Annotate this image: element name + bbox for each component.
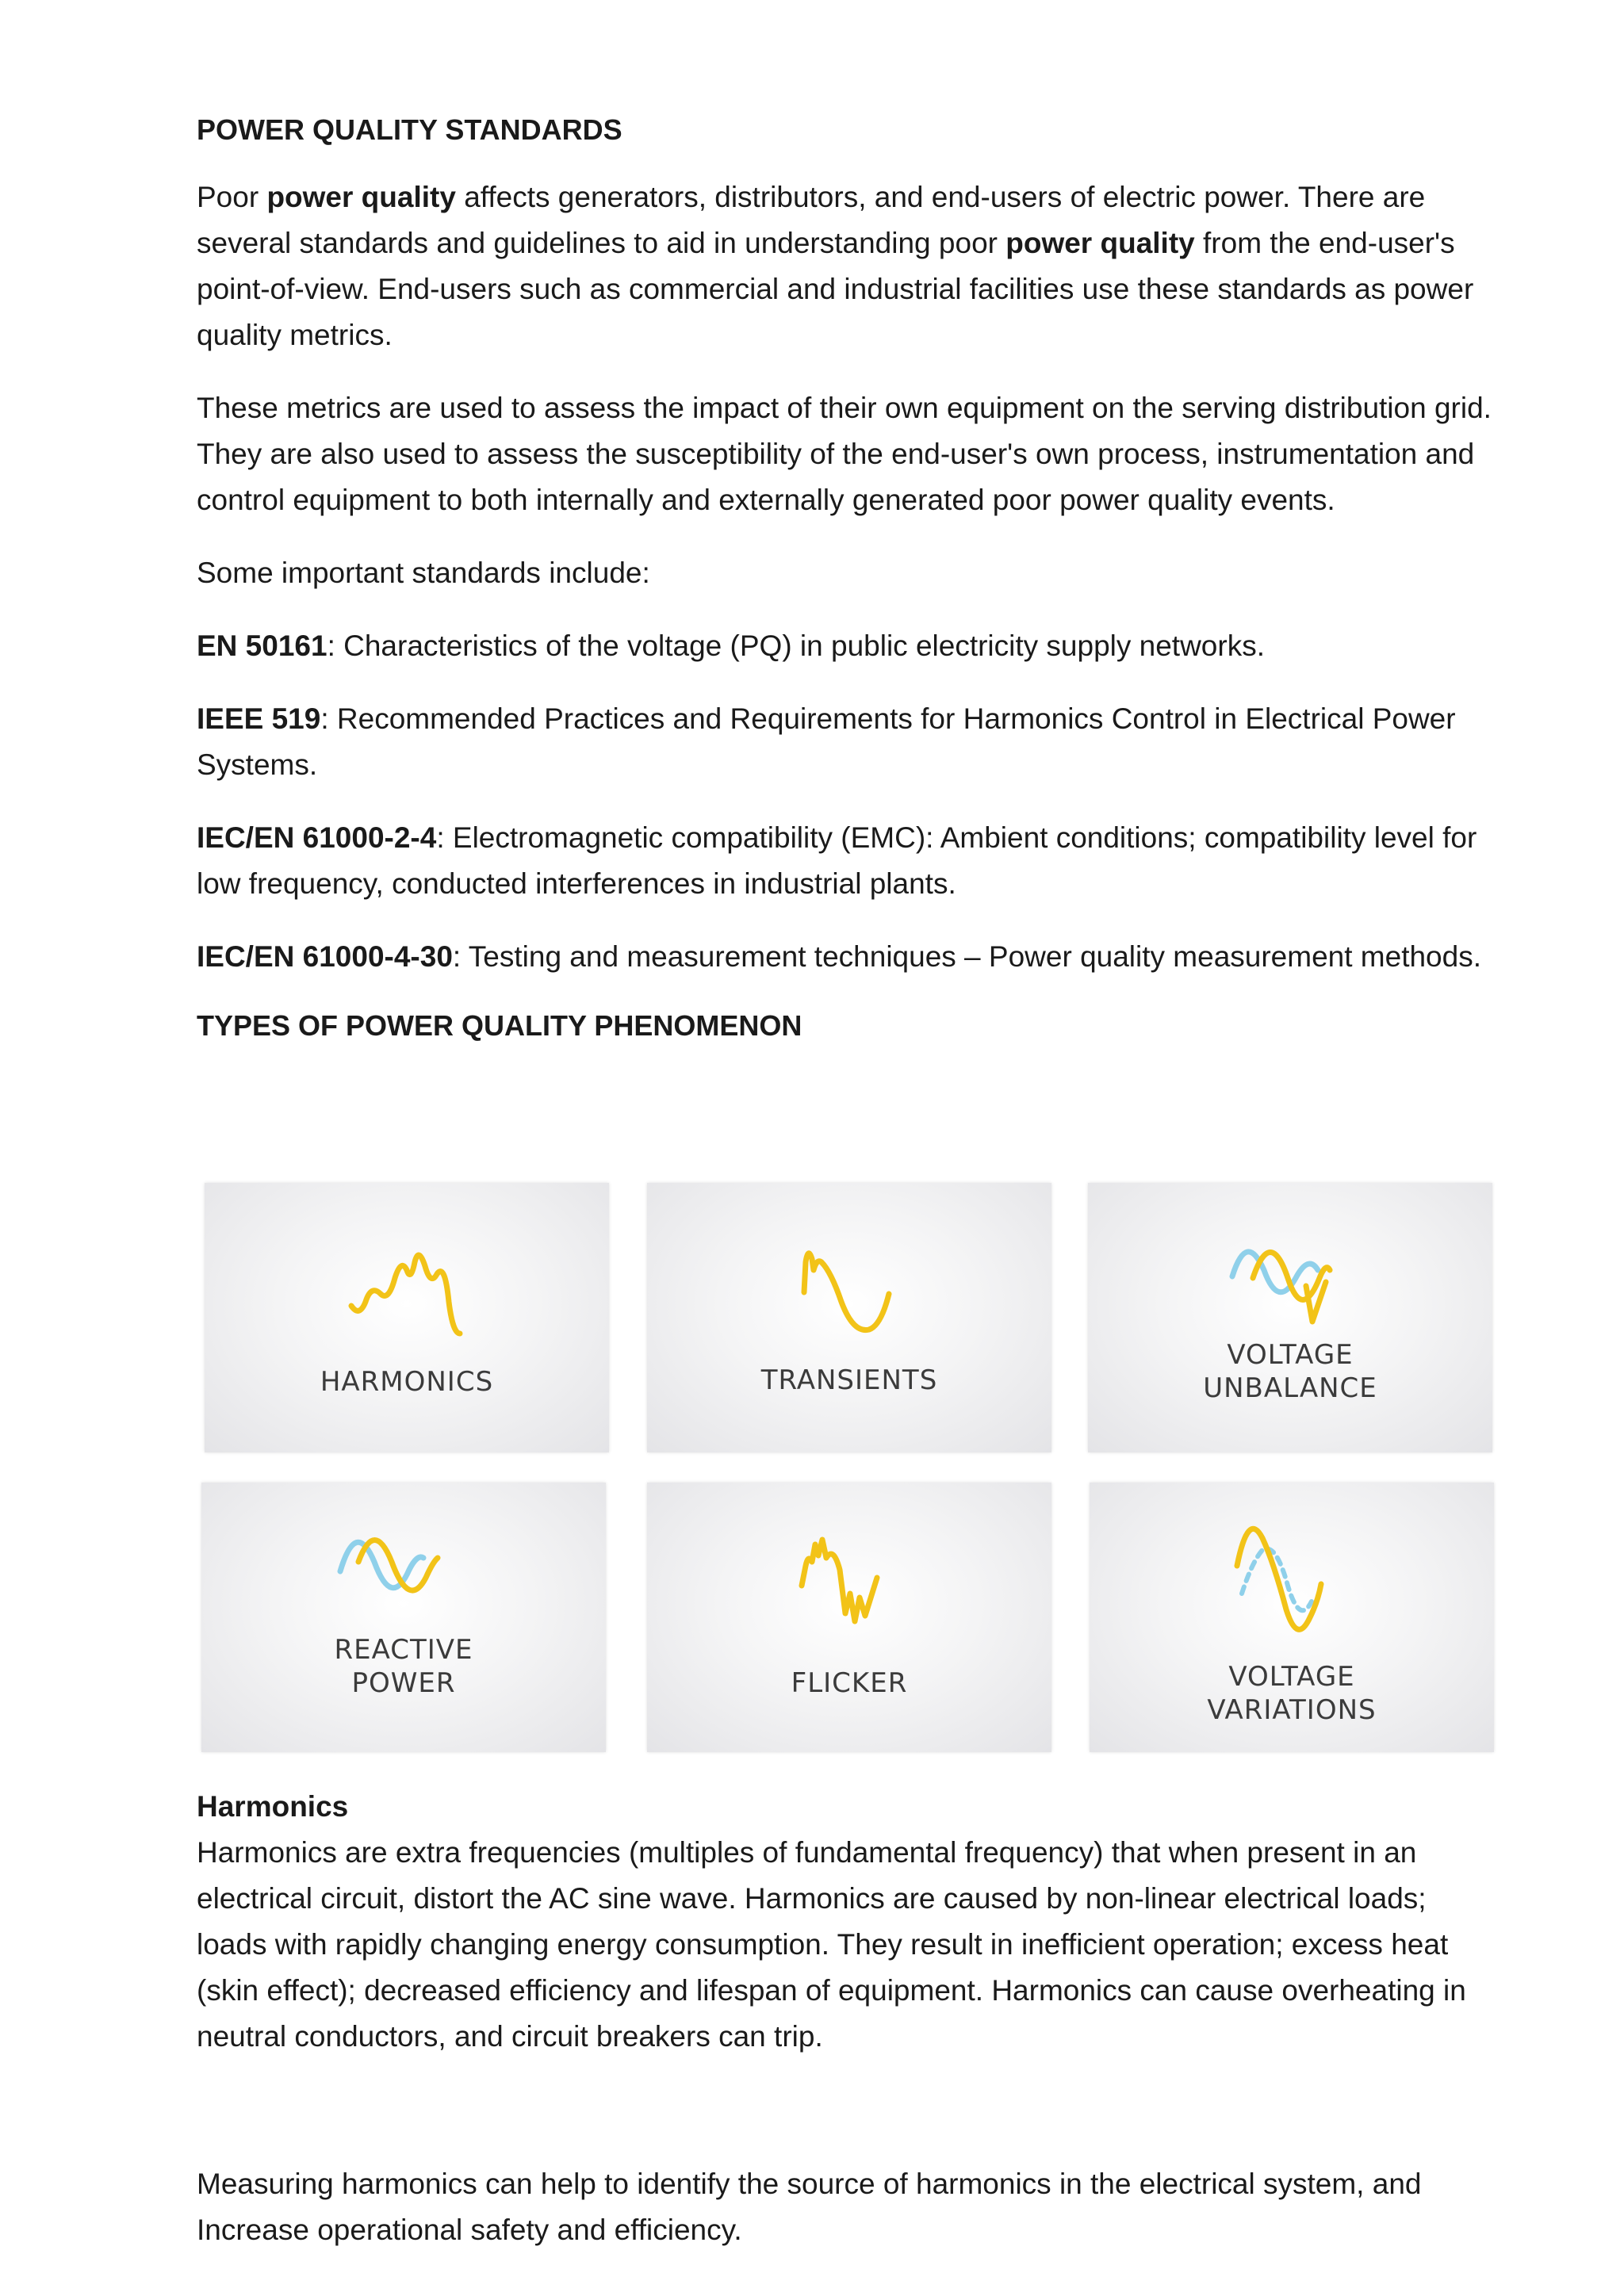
paragraph-poor-power-quality: Poor power quality affects generators, distributors, and end-users of electric power. There are several standards and guidelines to aid in understanding poor power quality from the end-user's point-of-view. End-users such as commercial and industrial facilities use these standards as power quality metrics. bbox=[197, 181, 1474, 351]
section-title-standards: POWER QUALITY STANDARDS bbox=[197, 113, 622, 146]
flicker-wave-icon bbox=[647, 1483, 1051, 1752]
document-page bbox=[197, 111, 1497, 1070]
tile-voltage-unbalance bbox=[1088, 1183, 1492, 1452]
standard-iec-61000-4-30: IEC/EN 61000-4-30: Testing and measurement techniques – Power quality measurement methods. bbox=[197, 940, 1481, 973]
paragraph-standards-intro: Some important standards include: bbox=[197, 557, 650, 589]
tile-voltage-variations-label: VOLTAGE VARIATIONS bbox=[1207, 1661, 1377, 1726]
tile-harmonics-label: HARMONICS bbox=[320, 1366, 494, 1398]
section-title-phenomenon: TYPES OF POWER QUALITY PHENOMENON bbox=[197, 1009, 802, 1042]
tile-reactive-power-label: REACTIVE POWER bbox=[334, 1634, 473, 1699]
tile-voltage-variations bbox=[1090, 1483, 1494, 1752]
harmonics-heading: Harmonics bbox=[197, 1790, 349, 1823]
harmonics-paragraph: Harmonics are extra frequencies (multiples of fundamental frequency) that when present in an electrical circuit, distort the AC sine wave. Harmonics are caused by non-linear electrical loads; loads with rapidly changing energy consumption. They result in inefficient operation; excess heat (skin effect); decreased efficiency and lifespan of equipment. Harmonics can cause overheating in neutral conductors, and circuit breakers can trip. bbox=[197, 1836, 1466, 2053]
tile-flicker-label: FLICKER bbox=[791, 1667, 908, 1699]
phenomenon-grid bbox=[198, 1181, 1499, 1752]
standard-iec-61000-2-4: IEC/EN 61000-2-4: Electromagnetic compatibility (EMC): Ambient conditions; compatibility level for low frequency, conducted interferences in industrial plants. bbox=[197, 821, 1477, 900]
paragraph-metrics: These metrics are used to assess the impact of their own equipment on the serving distribution grid. They are also used to assess the susceptibility of the end-user's own process, instrumentation and control equipment to both internally and externally generated poor power quality events. bbox=[197, 392, 1492, 516]
standard-ieee-519: IEEE 519: Recommended Practices and Requirements for Harmonics Control in Electrical Power Systems. bbox=[197, 702, 1456, 781]
harmonics-wave-icon bbox=[205, 1183, 609, 1452]
tile-reactive-power bbox=[201, 1483, 606, 1752]
tile-voltage-unbalance-label: VOLTAGE UNBALANCE bbox=[1203, 1339, 1377, 1404]
tile-flicker bbox=[647, 1483, 1051, 1752]
harmonics-section bbox=[197, 1784, 1497, 2253]
transients-wave-icon bbox=[647, 1183, 1051, 1452]
tile-transients bbox=[647, 1183, 1051, 1452]
tile-harmonics bbox=[205, 1183, 609, 1452]
voltage-unbalance-wave-icon bbox=[1088, 1183, 1492, 1452]
standard-en-50161: EN 50161: Characteristics of the voltage (PQ) in public electricity supply networks. bbox=[197, 629, 1265, 662]
measuring-harmonics-paragraph: Measuring harmonics can help to identify the source of harmonics in the electrical system, and Increase operational safety and efficiency. bbox=[197, 2168, 1422, 2246]
tile-transients-label: TRANSIENTS bbox=[760, 1364, 938, 1396]
reactive-power-wave-icon bbox=[201, 1483, 606, 1752]
